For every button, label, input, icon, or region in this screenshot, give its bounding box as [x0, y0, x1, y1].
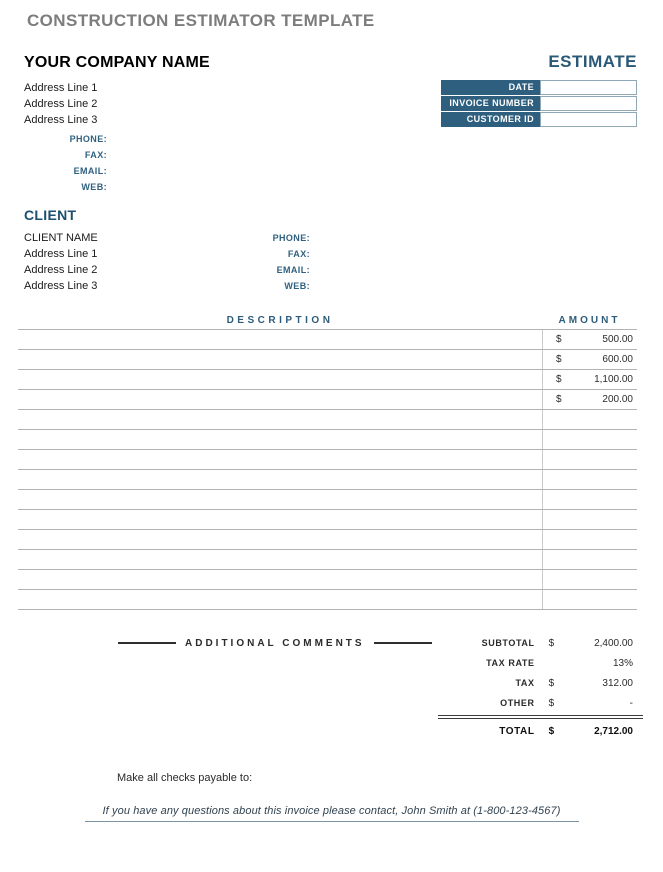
table-row: [18, 450, 637, 470]
amount-cell[interactable]: [542, 570, 637, 589]
totals-row: [432, 673, 633, 693]
client-web-label: WEB:: [284, 281, 310, 291]
company-address-line-2[interactable]: Address Line 2: [24, 98, 98, 110]
amount-cell[interactable]: [542, 550, 637, 569]
customer-id-label: CUSTOMER ID: [441, 112, 540, 127]
amount-cell[interactable]: [542, 390, 637, 409]
table-row: [18, 490, 637, 510]
amount-cell[interactable]: [542, 410, 637, 429]
amount-value: 1,100.00: [594, 374, 633, 385]
company-name[interactable]: YOUR COMPANY NAME: [24, 54, 210, 71]
description-cell[interactable]: [18, 590, 542, 609]
items-rows: [18, 329, 637, 610]
client-name[interactable]: CLIENT NAME: [24, 232, 98, 244]
table-row: [18, 570, 637, 590]
company-web-label: WEB:: [81, 182, 107, 192]
client-address-line-3[interactable]: Address Line 3: [24, 280, 98, 292]
amount-cell[interactable]: [542, 590, 637, 609]
additional-comments-header: [118, 633, 432, 653]
footer-rule: [85, 821, 579, 822]
client-address-line-1[interactable]: Address Line 1: [24, 248, 98, 260]
table-row: [18, 430, 637, 450]
customer-id-field[interactable]: [540, 112, 637, 127]
client-email-label: EMAIL:: [276, 265, 310, 275]
totals-row-value[interactable]: 13%: [612, 657, 633, 669]
description-cell[interactable]: [18, 390, 542, 409]
client-phone-label: PHONE:: [272, 233, 310, 243]
totals-rows: [432, 633, 633, 713]
description-cell[interactable]: [18, 470, 542, 489]
table-row: [18, 390, 637, 410]
description-cell[interactable]: [18, 450, 542, 469]
totals-row-value[interactable]: 2,400.00: [594, 637, 633, 649]
amount-cell[interactable]: [542, 430, 637, 449]
table-row: [18, 530, 637, 550]
total-divider-rule: [438, 715, 643, 719]
description-cell[interactable]: [18, 370, 542, 389]
client-section-heading: CLIENT: [24, 207, 77, 223]
date-field[interactable]: [540, 80, 637, 95]
company-fax-label: FAX:: [84, 150, 107, 160]
description-cell[interactable]: [18, 430, 542, 449]
totals-currency-symbol: $: [548, 637, 555, 649]
construction-estimator-document: [0, 11, 663, 822]
amount-column-header: AMOUNT: [558, 314, 621, 326]
checks-payable-note: Make all checks payable to:: [117, 772, 253, 784]
amount-cell[interactable]: [542, 370, 637, 389]
meta-row-customer-id: [441, 112, 637, 127]
total-value: 2,712.00: [594, 725, 633, 737]
table-row: [18, 330, 637, 350]
totals-row: [432, 633, 633, 653]
client-address-line-2[interactable]: Address Line 2: [24, 264, 98, 276]
amount-cell[interactable]: [542, 510, 637, 529]
totals-row-value[interactable]: 312.00: [602, 677, 633, 689]
totals-row-label: TAX: [515, 678, 535, 688]
amount-value: 600.00: [602, 354, 633, 365]
description-cell[interactable]: [18, 570, 542, 589]
description-cell[interactable]: [18, 330, 542, 349]
company-address-line-1[interactable]: Address Line 1: [24, 82, 98, 94]
totals-block: [432, 633, 633, 741]
totals-row-value[interactable]: -: [629, 697, 633, 709]
amount-cell[interactable]: [542, 330, 637, 349]
amount-value: 500.00: [602, 334, 633, 345]
company-phone-label: PHONE:: [69, 134, 107, 144]
comments-left-rule: [118, 642, 176, 644]
invoice-number-label: INVOICE NUMBER: [441, 96, 540, 111]
amount-cell[interactable]: [542, 470, 637, 489]
description-cell[interactable]: [18, 410, 542, 429]
company-info-band: [0, 80, 663, 194]
description-cell[interactable]: [18, 490, 542, 509]
description-cell[interactable]: [18, 550, 542, 569]
meta-row-date: [441, 80, 637, 95]
client-fax-label: FAX:: [287, 249, 310, 259]
currency-symbol: $: [556, 374, 562, 385]
table-row: [18, 510, 637, 530]
currency-symbol: $: [556, 334, 562, 345]
amount-cell[interactable]: [542, 530, 637, 549]
table-row: [18, 410, 637, 430]
contact-question-note: If you have any questions about this invoice please contact, John Smith at (1-800-123-4567): [102, 805, 561, 817]
company-address-line-3[interactable]: Address Line 3: [24, 114, 98, 126]
description-cell[interactable]: [18, 350, 542, 369]
comments-and-totals-band: [0, 633, 663, 741]
items-table-header: [18, 311, 637, 329]
table-row: [18, 550, 637, 570]
totals-row-label: TAX RATE: [486, 658, 535, 668]
page-title: CONSTRUCTION ESTIMATOR TEMPLATE: [27, 11, 375, 30]
amount-cell[interactable]: [542, 490, 637, 509]
amount-cell[interactable]: [542, 350, 637, 369]
client-contact-labels: [0, 230, 310, 294]
invoice-number-field[interactable]: [540, 96, 637, 111]
meta-row-invoice-number: [441, 96, 637, 111]
totals-currency-symbol: $: [548, 697, 555, 709]
totals-row-label: SUBTOTAL: [481, 638, 535, 648]
description-column-header: DESCRIPTION: [226, 314, 334, 326]
company-contact-labels: [0, 131, 107, 195]
additional-comments-label: ADDITIONAL COMMENTS: [185, 637, 365, 649]
description-cell[interactable]: [18, 530, 542, 549]
estimate-meta-table: [441, 80, 637, 128]
totals-currency-symbol: $: [548, 677, 555, 689]
description-cell[interactable]: [18, 510, 542, 529]
table-row: [18, 350, 637, 370]
currency-symbol: $: [556, 394, 562, 405]
company-email-label: EMAIL:: [73, 166, 107, 176]
line-items-table: [18, 311, 637, 610]
totals-row-label: OTHER: [500, 698, 535, 708]
client-info-band: [0, 230, 663, 294]
total-currency-symbol: $: [548, 725, 555, 737]
date-label: DATE: [441, 80, 540, 95]
table-row: [18, 470, 637, 490]
table-row: [18, 590, 637, 610]
amount-value: 200.00: [602, 394, 633, 405]
estimate-heading: ESTIMATE: [548, 52, 637, 71]
currency-symbol: $: [556, 354, 562, 365]
company-header-row: [24, 52, 637, 72]
table-row: [18, 370, 637, 390]
grand-total-row: [432, 721, 633, 741]
comments-right-rule: [374, 642, 432, 644]
totals-row: [432, 693, 633, 713]
totals-row: [432, 653, 633, 673]
total-label: TOTAL: [499, 725, 535, 737]
amount-cell[interactable]: [542, 450, 637, 469]
